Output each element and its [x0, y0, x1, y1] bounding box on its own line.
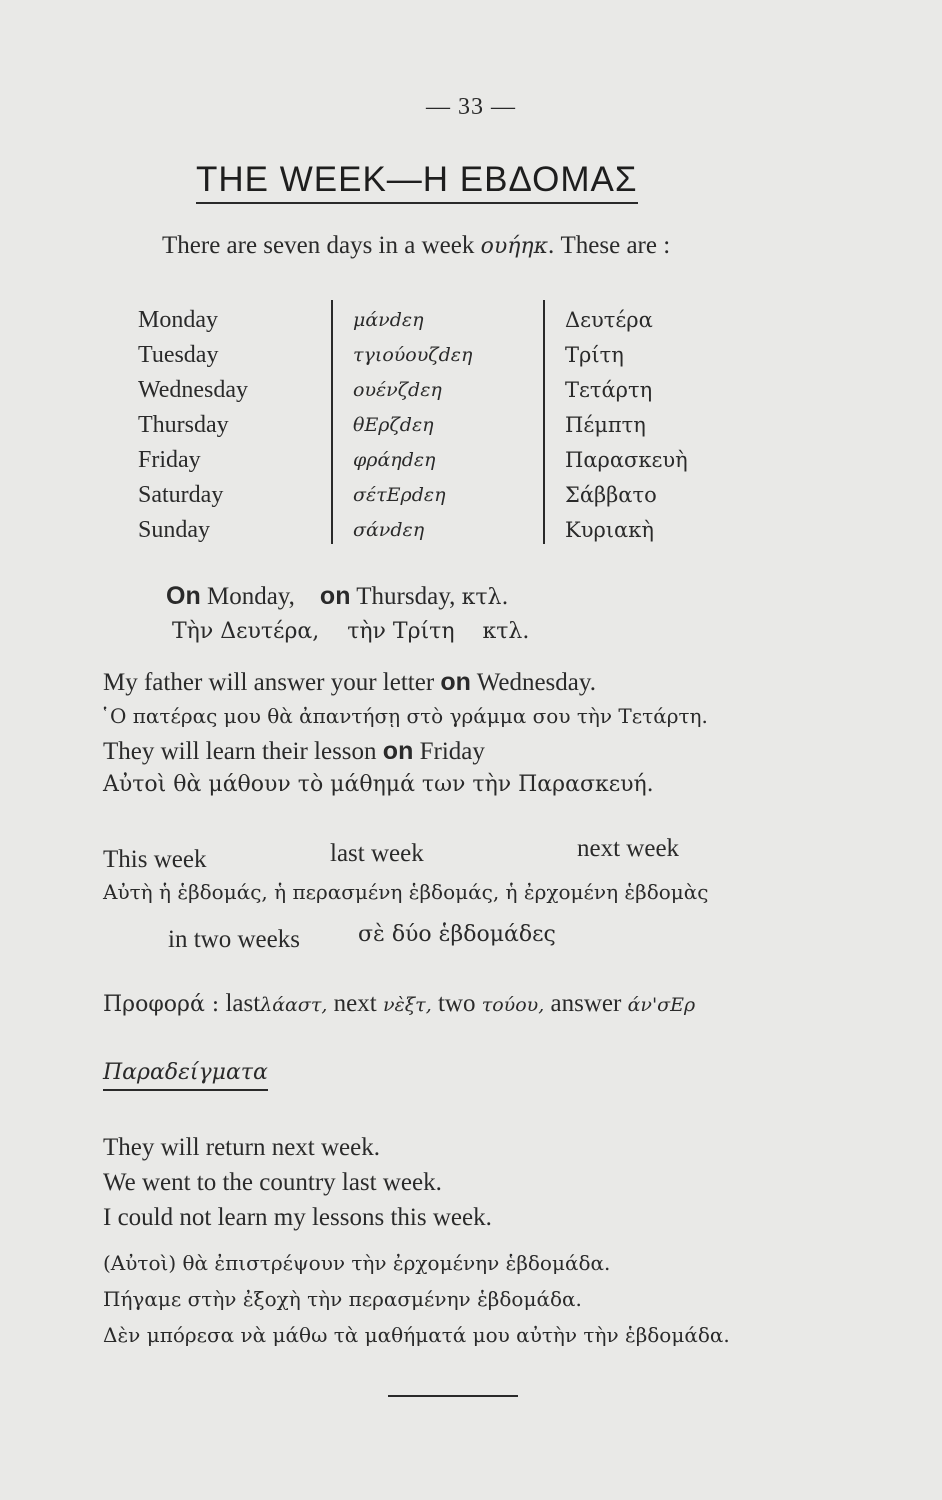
sentence-text: Friday [419, 738, 485, 765]
day-greek: Τρίτη [565, 343, 624, 367]
on-day: Monday, [206, 583, 295, 610]
day-pronunciation: ουένζdεη [353, 379, 442, 401]
pronunciation-label: Προφορά : [103, 992, 220, 1017]
on-day: Thursday, [356, 583, 456, 610]
day-pronunciation: μάνdεη [353, 309, 424, 331]
pron-word: last [225, 990, 261, 1017]
sentence-greek: ῾Ο πατέρας μου θὰ ἀπαντήσῃ στὸ γράμμα σου τὴν Τετάρτη. [100, 704, 708, 728]
examples-greek [103, 1245, 730, 1353]
on-word: on [440, 668, 471, 696]
days-english-column [138, 303, 248, 548]
pron-value: άν'σΕρ [627, 994, 696, 1016]
page-title: THE WEEK—Η ΕΒΔΟΜΑΣ [196, 160, 638, 204]
examples-heading: Παραδείγματα [103, 1060, 268, 1091]
example-greek: Πήγαμε στὴν ἐξοχὴ τὴν περασμένην ἑβδομάδα. [103, 1287, 582, 1311]
day-greek: Τετάρτη [565, 378, 653, 402]
day-english: Tuesday [138, 342, 219, 368]
pron-value: τούου, [481, 994, 545, 1016]
page-number: — 33 — [426, 94, 516, 120]
day-english: Monday [138, 307, 218, 333]
on-word: on [382, 737, 414, 765]
intro-text: There are seven days in a week [162, 232, 475, 259]
day-pronunciation: φράηdεη [353, 449, 436, 471]
next-week: next week [577, 835, 680, 862]
example-greek: Δὲν μπόρεσα νὰ μάθω τὰ μαθήματά μου αὐτὴν τὴν ἑβδομάδα. [103, 1323, 730, 1347]
example-greek: (Αὐτοὶ) θὰ ἐπιστρέψουν τὴν ἐρχομένην ἑβδομάδα. [103, 1251, 611, 1275]
pron-word: answer [550, 990, 622, 1017]
pron-word: two [437, 990, 476, 1017]
pron-word: next [333, 990, 377, 1017]
examples-english [103, 1130, 492, 1235]
sentence-greek: Αὐτοὶ θὰ μάθουν τὸ μάθημά των τὴν Παρασκευή. [103, 772, 654, 797]
day-pronunciation: τγιούουζdεη [353, 344, 473, 366]
sentence-text: Wednesday. [476, 669, 596, 696]
intro-pron: ουήηκ [480, 234, 549, 259]
table-divider-left [331, 300, 333, 544]
day-greek: Σάββατο [565, 483, 657, 507]
day-english: Sunday [138, 517, 210, 543]
on-days-line [166, 582, 508, 611]
two-weeks: in two weeks [168, 926, 300, 953]
weeks-greek-line: Αὐτὴ ἡ ἑβδομάς, ἡ περασμένη ἑβδομάς, ἡ ἐρχομένη ἑβδομὰς [103, 880, 709, 904]
day-english: Thursday [138, 412, 229, 438]
intro-rest: . These are : [548, 232, 671, 259]
example-english: They will return next week. [103, 1134, 380, 1161]
pron-value: λάαστ, [260, 994, 328, 1016]
day-greek: Πέμπτη [565, 413, 646, 437]
sentence-english [103, 668, 596, 697]
sentence-text: My father will answer your letter [103, 669, 435, 696]
end-rule [388, 1395, 518, 1397]
days-pronunciation-column [353, 303, 472, 548]
this-week: This week [103, 846, 207, 873]
sentence-text: They will learn their lesson [103, 738, 377, 765]
example-english: We went to the country last week. [103, 1169, 442, 1196]
day-greek: Παρασκευὴ [565, 448, 688, 472]
day-pronunciation: θΕρζdεη [353, 414, 434, 436]
day-pronunciation: σέτΕρdεη [353, 484, 446, 506]
day-greek: Κυριακὴ [565, 518, 654, 542]
last-week: last week [330, 840, 424, 867]
day-pronunciation: σάνdεη [353, 519, 425, 541]
day-english: Saturday [138, 482, 224, 508]
two-weeks-greek: σὲ δύο ἑβδομάδες [358, 922, 556, 947]
on-days-greek-line: Τὴν Δευτέρα, τὴν Τρίτη κτλ. [172, 619, 530, 644]
days-greek-column [565, 303, 688, 548]
sentence-english [103, 737, 485, 766]
on-word: on [319, 582, 351, 610]
example-english: I could not learn my lessons this week. [103, 1204, 492, 1231]
pron-value: νὲξτ, [382, 994, 432, 1016]
day-english: Wednesday [138, 377, 249, 403]
etc-abbrev: κτλ. [461, 585, 509, 610]
on-word: On [166, 582, 201, 610]
day-english: Friday [138, 447, 201, 473]
day-greek: Δευτέρα [565, 308, 653, 332]
intro-line [162, 232, 670, 260]
table-divider-right [543, 300, 545, 544]
pronunciation-line [103, 990, 695, 1018]
